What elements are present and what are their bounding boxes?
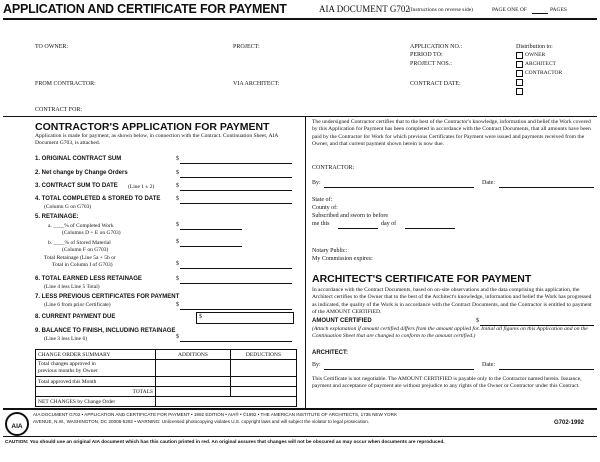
previous-changes-cell bbox=[36, 360, 156, 377]
line-6-note: (Line 4 less Line 5 Total) bbox=[44, 284, 100, 290]
aia-seal-logo bbox=[5, 412, 29, 436]
contractor-application-heading: CONTRACTOR'S APPLICATION FOR PAYMENT bbox=[35, 121, 270, 133]
line-3-note: (Line 1 ± 2) bbox=[128, 184, 155, 190]
line-4-note: (Column G on G703) bbox=[44, 204, 92, 210]
line-5-total-label-2: Total in Column I of G703) bbox=[52, 262, 113, 268]
line-7-label: 7. LESS PREVIOUS CERTIFICATES FOR PAYMENT bbox=[35, 294, 180, 300]
line-5-label: 5. RETAINAGE: bbox=[35, 214, 79, 220]
header-rule bbox=[3, 18, 597, 20]
application-no-label: APPLICATION NO.: bbox=[410, 44, 463, 50]
distribution-architect-checkbox[interactable] bbox=[516, 61, 523, 68]
architect-date-field[interactable] bbox=[499, 369, 594, 370]
deductions-header: DEDUCTIONS bbox=[231, 350, 297, 360]
totals-deductions-cell[interactable] bbox=[231, 387, 297, 397]
totals-additions-cell[interactable] bbox=[156, 387, 231, 397]
line-5b-note: (Column F on G703) bbox=[62, 247, 109, 253]
document-number: AIA DOCUMENT G702 bbox=[319, 4, 410, 14]
date-label: Date: bbox=[482, 180, 495, 186]
line-1-dollar: $ bbox=[176, 156, 179, 162]
line-2-dollar: $ bbox=[176, 170, 179, 176]
distribution-blank-checkbox-1[interactable] bbox=[516, 79, 523, 86]
amount-certified-note: (Attach explanation if amount certified differs from the amount applied for. Initial all figures on this Application and on the Continuation Sheet that are changed to conform to the amount certified.) bbox=[312, 326, 588, 340]
totals-label: TOTALS bbox=[36, 387, 156, 397]
project-label: PROJECT: bbox=[233, 44, 260, 50]
pages-count-line[interactable] bbox=[532, 13, 548, 14]
change-order-summary-table bbox=[35, 349, 297, 407]
via-architect-label: VIA ARCHITECT: bbox=[233, 81, 280, 87]
contract-date-label: CONTRACT DATE: bbox=[410, 81, 461, 87]
line-5b-label: b. ____% of Stored Material bbox=[48, 240, 111, 246]
footer-copyright-line-2: AVENUE, N.W., WASHINGTON, DC 20006-5292 • WARNING: Unlicensed photocopying violates U.S. copyright laws and will subject the violator to legal prosecution. bbox=[33, 419, 370, 424]
contractor-date-field[interactable] bbox=[499, 187, 594, 188]
line-8-label: 8. CURRENT PAYMENT DUE bbox=[35, 314, 116, 320]
architect-signature-label: ARCHITECT: bbox=[312, 350, 348, 356]
document-code: G702-1992 bbox=[554, 420, 585, 426]
notary-public-label: Notary Public: bbox=[312, 248, 348, 254]
line-4-amount-field[interactable] bbox=[180, 203, 292, 204]
aia-seal-text: AIA bbox=[11, 423, 23, 430]
line-9-note: (Line 3 less Line 6) bbox=[44, 336, 88, 342]
panel-divider bbox=[305, 116, 306, 408]
distribution-contractor-label: CONTRACTOR bbox=[525, 70, 563, 76]
line-9-label: 9. BALANCE TO FINISH, INCLUDING RETAINAGE bbox=[35, 328, 176, 334]
distribution-architect-label: ARCHITECT bbox=[525, 61, 556, 67]
distribution-label: Distribution to: bbox=[516, 44, 553, 50]
contractor-by-field[interactable] bbox=[324, 187, 474, 188]
distribution-owner-label: OWNER bbox=[525, 52, 546, 58]
this-month-additions-cell[interactable] bbox=[156, 377, 231, 387]
line-3-dollar: $ bbox=[176, 183, 179, 189]
distribution-blank-checkbox-2[interactable] bbox=[516, 88, 523, 95]
line-3-amount-field[interactable] bbox=[180, 190, 292, 191]
from-contractor-label: FROM CONTRACTOR: bbox=[35, 81, 96, 87]
state-of-label: State of: bbox=[312, 197, 333, 203]
net-changes-label: NET CHANGES by Change Order bbox=[36, 397, 156, 407]
line-4-label: 4. TOTAL COMPLETED & STORED TO DATE bbox=[35, 196, 161, 202]
line-7-amount-field[interactable] bbox=[180, 309, 292, 310]
line-9-dollar: $ bbox=[176, 334, 179, 340]
architect-date-label: Date: bbox=[482, 362, 495, 368]
amount-certified-label: AMOUNT CERTIFIED bbox=[312, 318, 372, 324]
line-5a-amount-field[interactable] bbox=[180, 229, 242, 230]
by-label: By: bbox=[312, 180, 321, 186]
day-of-label: day of bbox=[381, 221, 397, 227]
not-negotiable-text: This Certificate is not negotiable. The AMOUNT CERTIFIED is payable only to the Contractor named herein. Issuance, payment and acceptance of payment are without prejudice to any rights of the Owner or Contractor under this Contract. bbox=[312, 376, 582, 390]
line-3-label: 3. CONTRACT SUM TO DATE bbox=[35, 183, 118, 189]
line-5a-dollar: $ bbox=[176, 222, 179, 228]
period-to-label: PERIOD TO: bbox=[410, 52, 443, 58]
document-title: APPLICATION AND CERTIFICATE FOR PAYMENT bbox=[3, 2, 287, 16]
caution-rule bbox=[3, 436, 597, 437]
top-block-rule bbox=[3, 116, 597, 117]
county-of-label: County of: bbox=[312, 205, 338, 211]
previous-changes-label-1: Total changes approved in bbox=[38, 361, 96, 367]
line-8-dollar: $ bbox=[199, 314, 202, 320]
commission-expires-label: My Commission expires: bbox=[312, 256, 373, 262]
previous-additions-cell[interactable] bbox=[156, 360, 231, 377]
instructions-note: (Instructions on reverse side) bbox=[409, 7, 473, 13]
net-changes-cell[interactable] bbox=[156, 397, 297, 407]
line-5-total-dollar: $ bbox=[176, 261, 179, 267]
distribution-contractor-checkbox[interactable] bbox=[516, 70, 523, 77]
architect-by-field[interactable] bbox=[324, 369, 474, 370]
architect-by-label: By: bbox=[312, 362, 321, 368]
additions-header: ADDITIONS bbox=[156, 350, 231, 360]
line-7-dollar: $ bbox=[176, 302, 179, 308]
line-2-label: 2. Net change by Change Orders bbox=[35, 170, 128, 176]
contract-for-label: CONTRACT FOR: bbox=[35, 107, 83, 113]
line-7-note: (Line 6 from prior Certificate) bbox=[44, 302, 111, 308]
contractor-signature-label: CONTRACTOR: bbox=[312, 165, 355, 171]
line-5a-label: a. ____% of Completed Work bbox=[48, 223, 114, 229]
page-one-of: PAGE ONE OF bbox=[492, 7, 527, 13]
me-this-label: me this bbox=[312, 221, 330, 227]
distribution-owner-checkbox[interactable] bbox=[516, 52, 523, 59]
line-5a-note: (Columns D + E on G703) bbox=[62, 230, 121, 236]
this-month-label: Total approved this Month bbox=[36, 377, 156, 387]
line-9-amount-field[interactable] bbox=[180, 341, 292, 342]
footer-rule bbox=[3, 408, 597, 410]
footer-copyright-line-1: AIA DOCUMENT G702 • APPLICATION AND CERTIFICATE FOR PAYMENT • 1992 EDITION • AIA® • ©1992 • THE AMERICAN INSTITUTE OF ARCHITECTS, 1735 NEW YORK bbox=[33, 412, 398, 417]
project-nos-label: PROJECT NOS.: bbox=[410, 61, 452, 67]
this-month-deductions-cell[interactable] bbox=[231, 377, 297, 387]
amount-certified-dollar: $ bbox=[476, 318, 479, 324]
line-5b-dollar: $ bbox=[176, 239, 179, 245]
subscribed-label: Subscribed and sworn to before bbox=[312, 213, 388, 219]
line-1-amount-field[interactable] bbox=[180, 163, 292, 164]
line-2-amount-field[interactable] bbox=[180, 177, 292, 178]
pages-label: PAGES bbox=[550, 7, 567, 13]
caution-text: CAUTION: You should use an original AIA document which has this caution printed in red. An original assures that changes will not be obscured as may occur when documents are reproduced. bbox=[5, 440, 445, 445]
previous-deductions-cell[interactable] bbox=[231, 360, 297, 377]
line-4-dollar: $ bbox=[176, 196, 179, 202]
line-5b-amount-field[interactable] bbox=[180, 246, 242, 247]
line-5-total-label: Total Retainage (Line 5a + 5b or bbox=[44, 255, 116, 261]
line-1-label: 1. ORIGINAL CONTRACT SUM bbox=[35, 156, 122, 162]
change-order-header: CHANGE ORDER SUMMARY bbox=[36, 350, 156, 360]
line-6-amount-field[interactable] bbox=[180, 283, 292, 284]
line-6-label: 6. TOTAL EARNED LESS RETAINAGE bbox=[35, 276, 142, 282]
previous-changes-label-2: previous months by Owner bbox=[38, 368, 98, 374]
to-owner-label: TO OWNER: bbox=[35, 44, 69, 50]
contractor-certification-text: The undersigned Contractor certifies that to the best of the Contractor's knowledge, information and belief the Work covered by this Application for Payment has been completed in accordance with the Contract Documents, that all amounts have been paid by the Contractor for Work for which previous Certificates for Payment were issued and payments received from the Owner, and that current payment shown herein is now due. bbox=[312, 119, 591, 148]
contractor-application-intro: Application is made for payment, as shown below, in connection with the Contract. Continuation Sheet, AIA Document G703, is attached. bbox=[35, 133, 279, 147]
line-6-dollar: $ bbox=[176, 276, 179, 282]
day-field[interactable] bbox=[338, 228, 378, 229]
line-8-amount-box[interactable] bbox=[196, 312, 294, 324]
architect-certificate-heading: ARCHITECT'S CERTIFICATE FOR PAYMENT bbox=[312, 273, 532, 285]
line-5-total-amount-field[interactable] bbox=[180, 268, 292, 269]
month-field[interactable] bbox=[405, 228, 455, 229]
architect-certificate-text: In accordance with the Contract Documents, based on on-site observations and the data comprising this application, the Architect certifies to the Owner that to the best of the Architect's knowledge, information and belief the Work has progressed as indicated, the quality of the Work is in accordance with the Contract Documents, and the Contractor is entitled to payment of the AMOUNT CERTIFIED. bbox=[312, 287, 592, 316]
